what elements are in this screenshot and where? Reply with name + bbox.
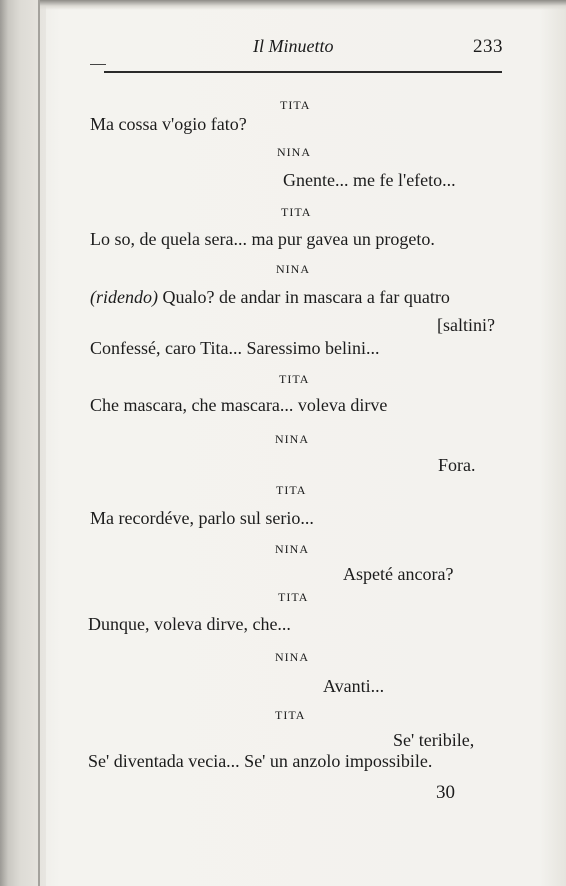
- dialogue-line: Ma cossa v'ogio fato?: [90, 114, 247, 134]
- dialogue-line: Ma recordéve, parlo sul serio...: [90, 508, 314, 528]
- speaker-label: NINA: [277, 145, 311, 159]
- stage-direction: (ridendo): [90, 287, 158, 307]
- speaker-label: TITA: [281, 205, 312, 219]
- speaker-label: TITA: [276, 483, 307, 497]
- dialogue-line: Se' diventada vecia... Se' un anzolo impossibile.: [88, 751, 433, 771]
- header-rule: [104, 71, 502, 73]
- speaker-label: NINA: [275, 650, 309, 664]
- dialogue-line: Avanti...: [323, 676, 385, 696]
- speaker-label: TITA: [275, 708, 306, 722]
- speaker-label: NINA: [275, 432, 309, 446]
- page-top-edge: [40, 0, 566, 10]
- dialogue-line-continuation: [saltini?: [437, 315, 495, 335]
- speaker-label: NINA: [276, 262, 310, 276]
- dialogue-line: Lo so, de quela sera... ma pur gavea un progeto.: [90, 229, 435, 249]
- speaker-label: TITA: [278, 590, 309, 604]
- dialogue-line: Aspeté ancora?: [343, 564, 454, 584]
- header-dash: [90, 64, 106, 65]
- dialogue-line: Dunque, voleva dirve, che...: [88, 614, 291, 634]
- speaker-label: TITA: [280, 98, 311, 112]
- running-head-title: Il Minuetto: [253, 36, 334, 56]
- dialogue-text: Qualo? de andar in mascara a far quatro: [162, 287, 450, 307]
- signature-mark: 30: [436, 782, 455, 803]
- page-number: 233: [473, 36, 503, 57]
- dialogue-line: Fora.: [438, 455, 476, 475]
- dialogue-line: [90, 287, 450, 308]
- dialogue-line: Gnente... me fe l'efeto...: [283, 170, 456, 190]
- dialogue-line: Che mascara, che mascara... voleva dirve: [90, 395, 388, 415]
- dialogue-line: Confessé, caro Tita... Saressimo belini...: [90, 338, 380, 358]
- dialogue-line: Se' teribile,: [393, 730, 475, 750]
- speaker-label: NINA: [275, 542, 309, 556]
- speaker-label: TITA: [279, 372, 310, 386]
- spine-gutter-line: [38, 0, 40, 886]
